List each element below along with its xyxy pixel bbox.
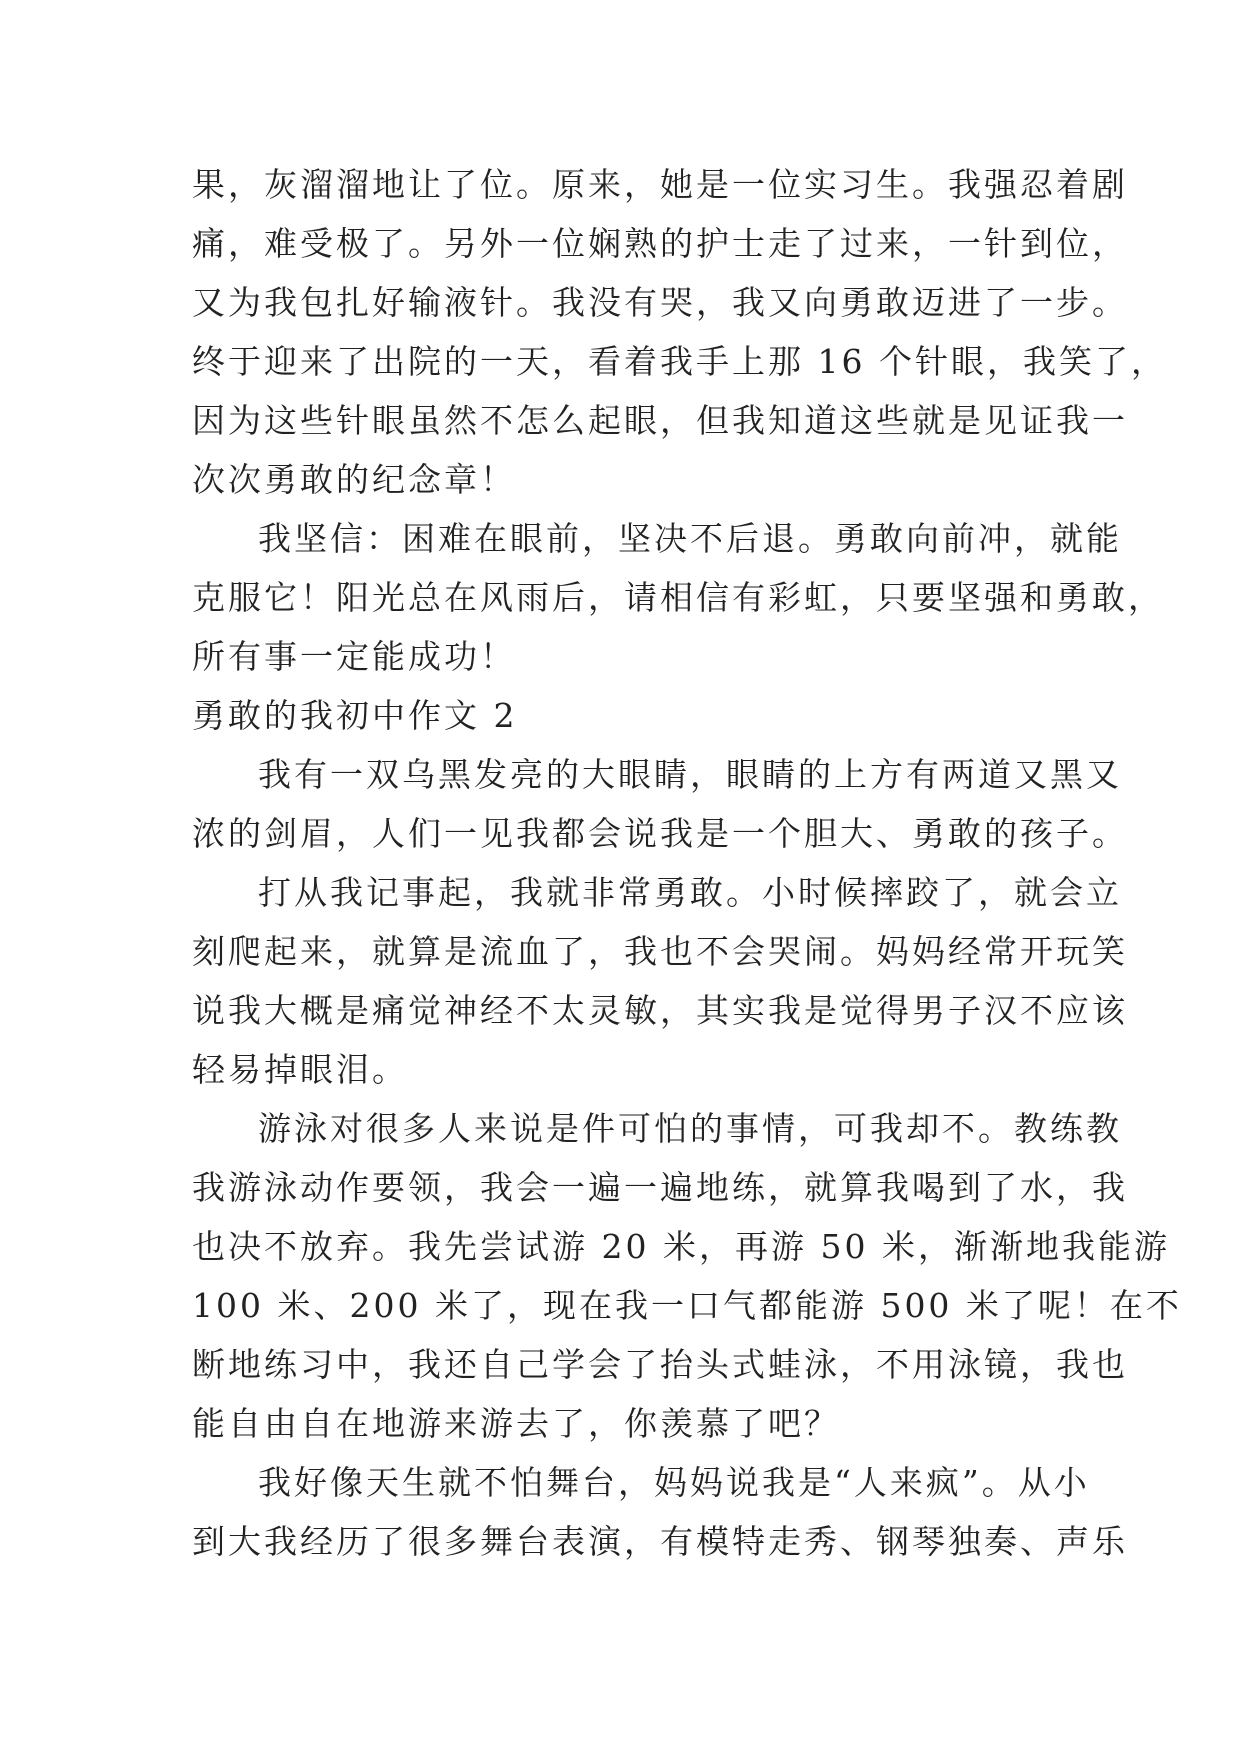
text-line: 我游泳动作要领，我会一遍一遍地练，就算我喝到了水，我 xyxy=(192,1168,1128,1207)
text-line: 浓的剑眉，人们一见我都会说我是一个胆大、勇敢的孩子。 xyxy=(192,814,1128,853)
text-line: 轻易掉眼泪。 xyxy=(192,1050,408,1089)
text-line: 终于迎来了出院的一天，看着我手上那 16 个针眼，我笑了， xyxy=(192,342,1167,381)
text-line: 断地练习中，我还自己学会了抬头式蛙泳，不用泳镜，我也 xyxy=(192,1345,1128,1384)
text-line: 也决不放弃。我先尝试游 20 米，再游 50 米，渐渐地我能游 xyxy=(192,1227,1170,1266)
text-line: 果，灰溜溜地让了位。原来，她是一位实习生。我强忍着剧 xyxy=(192,165,1128,204)
paragraph-first-line: 我好像天生就不怕舞台，妈妈说我是“人来疯”。从小 xyxy=(258,1463,1090,1502)
text-line: 刻爬起来，就算是流血了，我也不会哭闹。妈妈经常开玩笑 xyxy=(192,932,1128,971)
text-line: 痛，难受极了。另外一位娴熟的护士走了过来，一针到位， xyxy=(192,224,1128,263)
text-line: 次次勇敢的纪念章！ xyxy=(192,460,516,499)
text-line: 因为这些针眼虽然不怎么起眼，但我知道这些就是见证我一 xyxy=(192,401,1128,440)
section-heading: 勇敢的我初中作文 2 xyxy=(192,696,518,735)
text-line: 能自由自在地游来游去了，你羡慕了吧？ xyxy=(192,1404,840,1443)
paragraph-first-line: 打从我记事起，我就非常勇敢。小时候摔跤了，就会立 xyxy=(258,873,1122,912)
paragraph-first-line: 游泳对很多人来说是件可怕的事情，可我却不。教练教 xyxy=(258,1109,1122,1148)
paragraph-first-line: 我坚信：困难在眼前，坚决不后退。勇敢向前冲，就能 xyxy=(258,519,1122,558)
text-line: 所有事一定能成功！ xyxy=(192,637,516,676)
text-line: 到大我经历了很多舞台表演，有模特走秀、钢琴独奏、声乐 xyxy=(192,1522,1128,1561)
text-line: 克服它！阳光总在风雨后，请相信有彩虹，只要坚强和勇敢， xyxy=(192,578,1164,617)
text-line: 100 米、200 米了，现在我一口气都能游 500 米了呢！在不 xyxy=(192,1286,1182,1325)
text-line: 又为我包扎好输液针。我没有哭，我又向勇敢迈进了一步。 xyxy=(192,283,1128,322)
essay-body xyxy=(192,155,1182,1571)
paragraph-first-line: 我有一双乌黑发亮的大眼睛，眼睛的上方有两道又黑又 xyxy=(258,755,1122,794)
text-line: 说我大概是痛觉神经不太灵敏，其实我是觉得男子汉不应该 xyxy=(192,991,1128,1030)
